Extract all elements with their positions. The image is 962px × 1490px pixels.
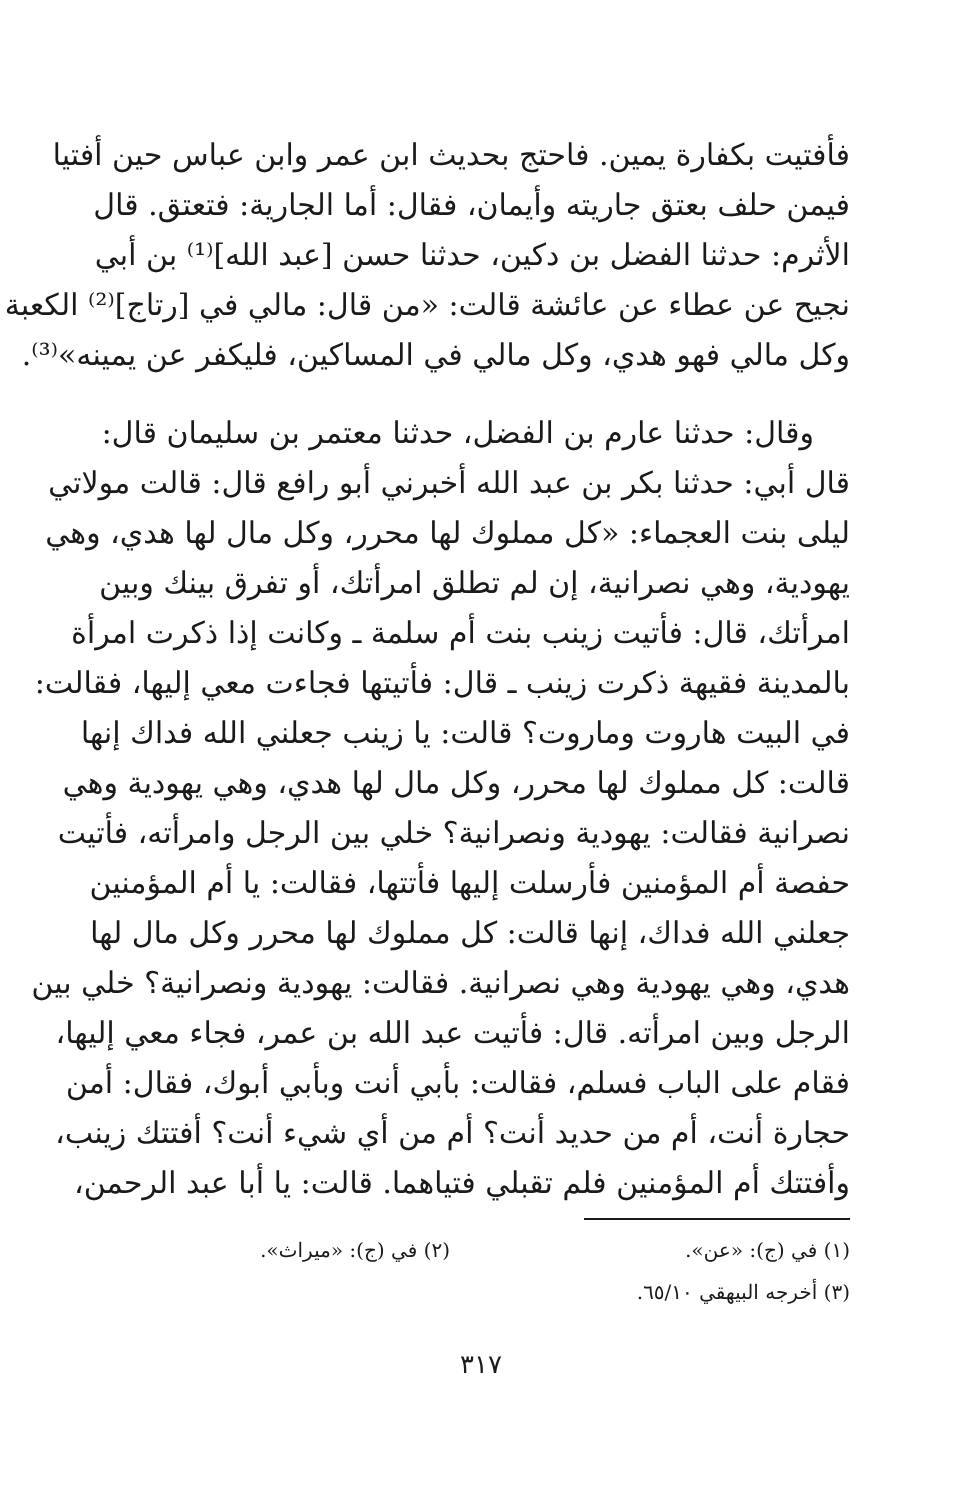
text-line: وكل مالي فهو هدي، وكل مالي في المساكين، فليكفر عن يمينه»⁽³⁾. — [21, 338, 850, 373]
page-number: ٣١٧ — [460, 1350, 502, 1380]
text-line: حجارة أنت، أم من حديد أنت؟ أم من أي شيء أنت؟ أفتتك زينب، — [55, 1116, 850, 1151]
text-line: هدي، وهي يهودية وهي نصرانية. فقالت: يهودية ونصرانية؟ خلي بين — [31, 966, 850, 1001]
text-line: نصرانية فقالت: يهودية ونصرانية؟ خلي بين الرجل وامرأته، فأتيت — [57, 816, 850, 851]
text-line: وقال: حدثنا عارم بن الفضل، حدثنا معتمر بن سليمان قال: — [101, 416, 814, 451]
text-line: فقام على الباب فسلم، فقالت: بأبي أنت وبأبي أبوك، فقال: أمن — [65, 1066, 850, 1101]
text-line: في البيت هاروت وماروت؟ قالت: يا زينب جعلني الله فداك إنها — [80, 716, 850, 751]
text-line: حفصة أم المؤمنين فأرسلت إليها فأتتها، فقالت: يا أم المؤمنين — [89, 866, 850, 901]
footnote-separator — [584, 1218, 850, 1220]
text-line: وأفتتك أم المؤمنين فلم تقبلي فتياهما. قالت: يا أبا عبد الرحمن، — [74, 1166, 850, 1201]
text-line: جعلني الله فداك، إنها قالت: كل مملوك لها محرر وكل مال لها — [90, 916, 850, 951]
text-line: ليلى بنت العجماء: «كل مملوك لها محرر، وكل مال لها هدي، وهي — [45, 516, 850, 551]
text-line: فيمن حلف بعتق جاريته وأيمان، فقال: أما الجارية: فتعتق. قال — [93, 188, 850, 223]
text-line: امرأتك، قال: فأتيت زينب بنت أم سلمة ـ وكانت إذا ذكرت امرأة — [71, 616, 850, 651]
text-line: قالت: كل مملوك لها محرر، وكل مال لها هدي، وهي يهودية وهي — [62, 766, 850, 801]
footnote-3: (٣) أخرجه البيهقي ٦٥/١٠. — [636, 1280, 850, 1304]
text-line: نجيح عن عطاء عن عائشة قالت: «من قال: مالي في [رتاج]⁽²⁾ الكعبة — [4, 288, 850, 323]
text-line: قال أبي: حدثنا بكر بن عبد الله أخبرني أبو رافع قال: قالت مولاتي — [48, 466, 850, 501]
footnote-2: (٢) في (ج): «ميراث». — [260, 1238, 450, 1262]
text-line: الأثرم: حدثنا الفضل بن دكين، حدثنا حسن [عبد الله]⁽¹⁾ بن أبي — [94, 238, 850, 273]
text-line: الرجل وبين امرأته. قال: فأتيت عبد الله بن عمر، فجاء معي إليها، — [55, 1016, 850, 1051]
footnote-1: (١) في (ج): «عن». — [685, 1238, 850, 1262]
text-line: فأفتيت بكفارة يمين. فاحتج بحديث ابن عمر وابن عباس حين أفتيا — [52, 138, 850, 173]
text-line: يهودية، وهي نصرانية، إن لم تطلق امرأتك، أو تفرق بينك وبين — [99, 566, 850, 601]
text-line: بالمدينة فقيهة ذكرت زينب ـ قال: فأتيتها فجاءت معي إليها، فقالت: — [34, 666, 850, 701]
